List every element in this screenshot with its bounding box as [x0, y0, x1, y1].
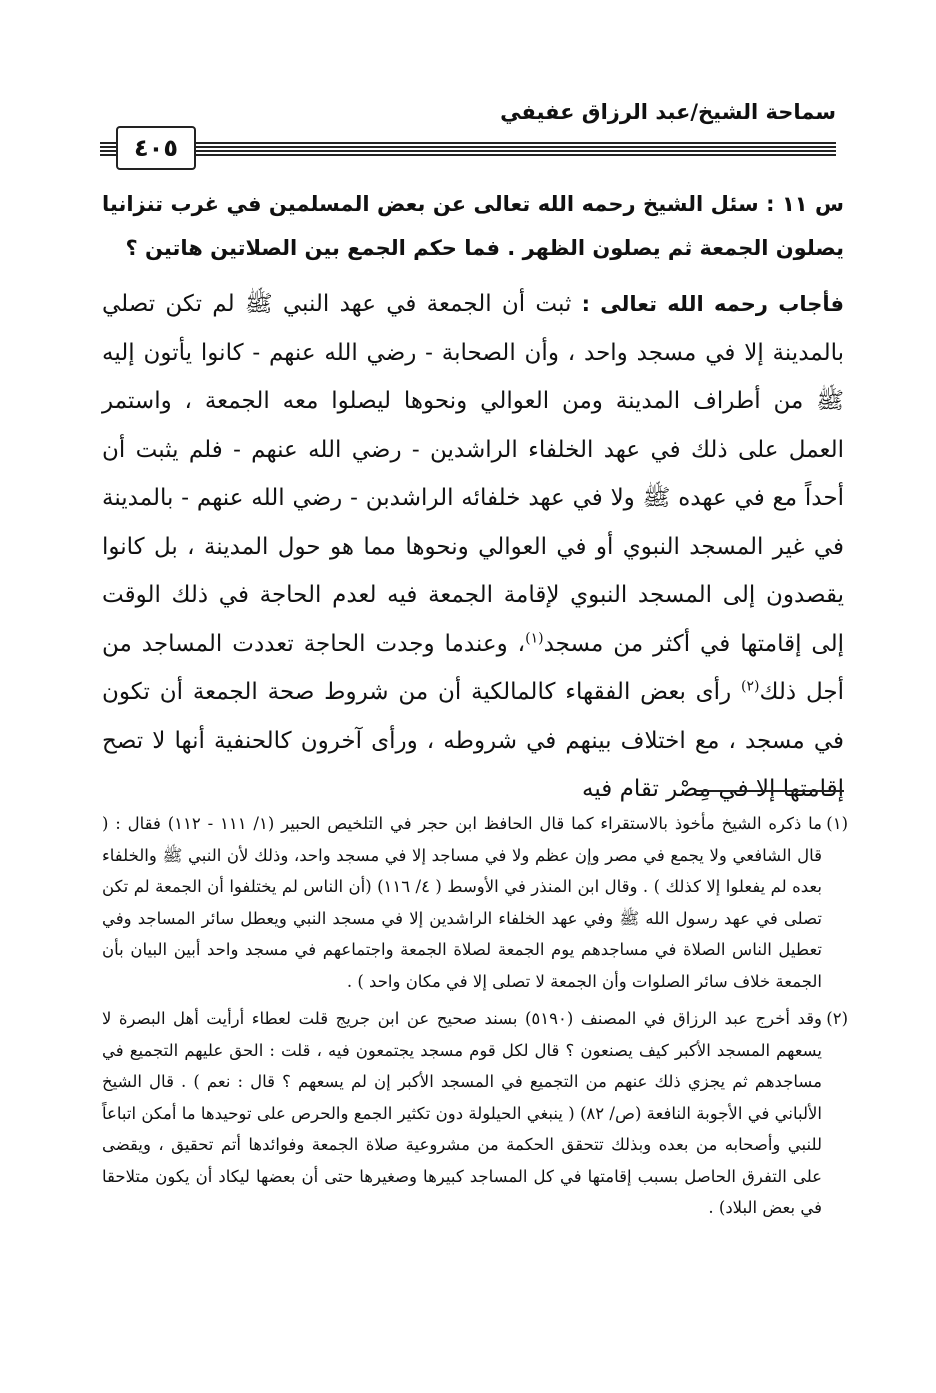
footnote-number: (١)	[826, 814, 848, 833]
footnote-2	[102, 1003, 848, 1224]
footnote-text: وقد أخرج عبد الرزاق في المصنف (٥١٩٠) بسند صحيح عن ابن جريج قلت لعطاء أرأيت أهل البصرة لا يسعهم المسجد الأكبر كيف يصنعون ؟ قال لكل قوم مسجد يجتمعون فيه ، قلت : الحق عليهم التجميع في مساجدهم ثم يجزي ذلك عنهم من التجميع في المسجد الأكبر إن لم يسعهم ؟ قال : نعم ) . قال الشيخ الألباني في الأجوبة النافعة (ص/ ٨٢) ( ينبغي الحيلولة دون تكثير الجمع والحرص على توحيدها ما أمكن اتباعاً للنبي وأصحابه من بعده وبذلك تتحقق الحكمة من مشروعية صلاة الجمعة وفوائدها أتم تحقيق ، ويقضى على التفرق الحاصل بسبب إقامتها في كل المساجد كبيرها وصغيرها حتى أن بعضها ليكاد أن يكون متلاحقا في بعض البلاد) .	[102, 1009, 822, 1217]
footnote-text: ما ذكره الشيخ مأخوذ بالاستقراء كما قال الحافظ ابن حجر في التلخيص الحبير (١/ ١١١ - ١١٢) فقال : ( قال الشافعي ولا يجمع في مصر وإن عظم ولا في مساجد إلا في مسجد واحد، وذلك لأن النبي ﷺ والخلفاء بعده لم يفعلوا إلا كذلك ) . وقال ابن المنذر في الأوسط ( ٤/ ١١٦) (أن الناس لم يختلفوا أن الجمعة لم تكن تصلى في عهد رسول الله ﷺ وفي عهد الخلفاء الراشدين إلا في مسجد النبي ويعطل سائر المساجد وفي تعطيل الناس الصلاة في مساجدهم يوم الجمعة لصلاة الجمعة واجتماعهم في مسجد واحد أبين البيان بأن الجمعة خلاف سائر الصلوات وأن الجمعة لا تصلى إلا في مكان واحد ) .	[102, 814, 822, 991]
answer-text-part1: ثبت أن الجمعة في عهد النبي ﷺ لم تكن تصلي بالمدينة إلا في مسجد واحد ، وأن الصحابة - رضي الله عنهم - كانوا يأتون إليه ﷺ من أطراف المدينة ومن العوالي ونحوها ليصلوا معه الجمعة ، واستمر العمل على ذلك في عهد الخلفاء الراشدين - رضي الله عنهم - فلم يثبت أن أحداً مع في عهده ﷺ ولا في عهد خلفائه الراشدبن - رضي الله عنهم - بالمدينة في غير المسجد النبوي أو في العوالي ونحوها مما هو حول المدينة ، بل كانوا يقصدون إلى المسجد النبوي لإقامة الجمعة فيه لعدم الحاجة في ذلك الوقت إلى إقامتها في أكثر من مسجد	[102, 291, 845, 657]
footnote-ref-2: (٢)	[741, 678, 760, 695]
header-rule	[100, 142, 836, 156]
main-text	[102, 182, 844, 814]
footnotes	[102, 808, 848, 1230]
question-paragraph: س ١١ : سئل الشيخ رحمه الله تعالى عن بعض المسلمين في غرب تنزانيا يصلون الجمعة ثم يصلون الظهر . فما حكم الجمع بين الصلاتين هاتين ؟	[102, 192, 845, 260]
answer-lead: فأجاب رحمه الله تعالى :	[581, 292, 845, 316]
answer-text-part3: رأى بعض الفقهاء كالمالكية أن من شروط صحة الجمعة أن تكون في مسجد ، مع اختلاف بينهم في شروطه ، ورأى آخرون كالحنفية أنها لا تصح إقامتها إلا في مِصْر تقام فيه	[102, 679, 844, 802]
running-title: سماحة الشيخ/عبد الرزاق عفيفي	[500, 100, 836, 124]
answer-paragraph	[102, 280, 844, 814]
footnote-number: (٢)	[826, 1009, 848, 1028]
footnote-1	[102, 808, 848, 997]
page-number: ٤٠٥	[116, 126, 196, 170]
footnote-ref-1: (١)	[525, 629, 544, 646]
footnote-separator	[694, 790, 844, 792]
answer-text-part2: ، وعندما وجدت الحاجة تعددت المساجد من أجل ذلك	[102, 630, 844, 705]
